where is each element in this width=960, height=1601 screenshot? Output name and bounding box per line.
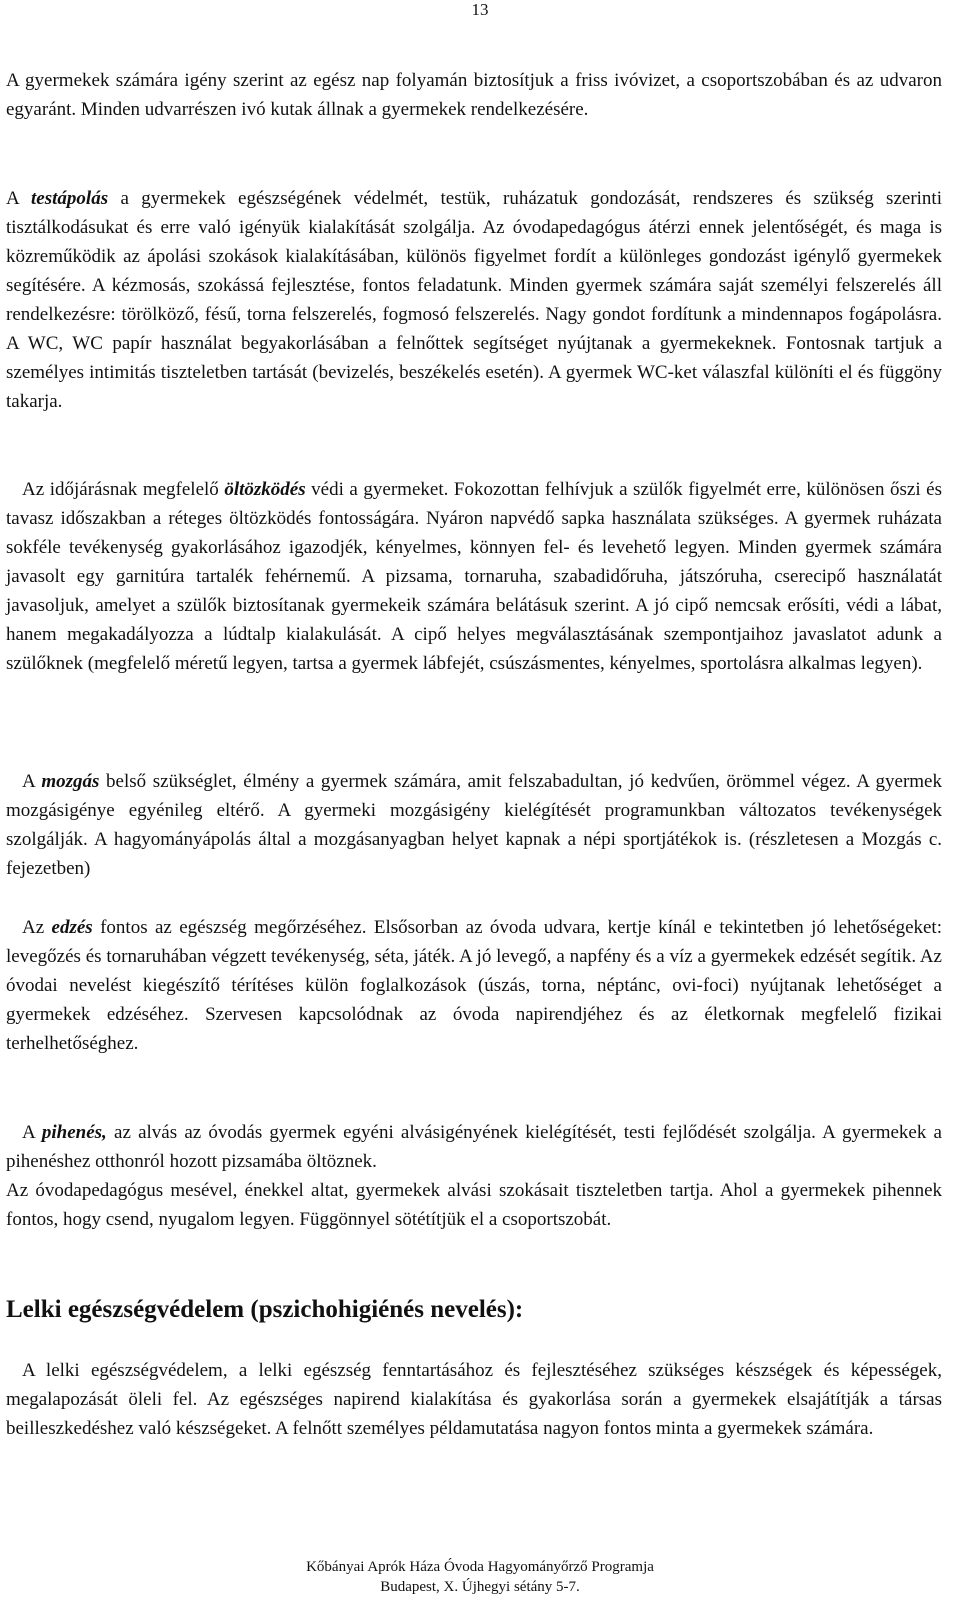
key-term: edzés	[51, 917, 93, 938]
key-term: mozgás	[41, 771, 100, 792]
section-heading: Lelki egészségvédelem (pszichohigiénés nevelés):	[6, 1296, 524, 1323]
key-term: testápolás	[31, 188, 109, 209]
key-term: öltözködés	[224, 479, 306, 500]
paragraph-rest-continued	[6, 1176, 942, 1234]
key-term: pihenés,	[41, 1122, 107, 1143]
paragraph-text: A lelki egészségvédelem, a lelki egészség fenntartásához és fejlesztéséhez szükséges készségek és képességek, megalapozását öleli fel. Az egészséges napirend kialakítása és gyakorlása során a gyermekek elsajátítják a társas beilleszkedéshez való készségeket. A felnőtt személyes példamutatása nagyon fontos minta a gyermekek számára.	[6, 1360, 942, 1439]
paragraph-text: Az óvodapedagógus mesével, énekkel altat, gyermekek alvási szokásait tiszteletben tartja. Ahol a gyermekek pihennek fontos, hogy csend, nyugalom legyen. Függönnyel sötétítjük el a csoportszobát.	[6, 1180, 942, 1230]
footer-address: Budapest, X. Újhegyi sétány 5-7.	[380, 1579, 580, 1595]
paragraph-lead: A	[22, 1122, 42, 1143]
paragraph-text: belső szükséglet, élmény a gyermek számára, amit felszabadultan, jó kedvűen, örömmel végez. A gyermek mozgásigénye egyénileg eltérő. A gyermeki mozgásigény kielégítését programunkban változatos tevékenységek szolgálják. A hagyományápolás által a mozgásanyagban helyet kapnak a népi sportjátékok is. (részletesen a Mozgás c. fejezetben)	[6, 771, 942, 879]
footer-program-title: Kőbányai Aprók Háza Óvoda Hagyományőrző Programja	[306, 1559, 654, 1575]
paragraph-hygiene	[6, 184, 942, 416]
paragraph-text: védi a gyermeket. Fokozottan felhívjuk a szülők figyelmét erre, különösen őszi és tavasz időszakban a réteges öltözködés fontosságára. Nyáron napvédő sapka használata szükséges. A gyermek ruházata sokféle tevékenység gyakorlásához igazodjék, kényelmes, könnyen fel- és levehető legyen. Minden gyermek számára javasolt egy garnitúra tartalék fehérnemű. A pizsama, tornaruha, szabadidőruha, játszóruha, cserecipő használatát javasoljuk, amelyet a szülők biztosítanak gyermekeik számára belátásuk szerint. A jó cipő nemcsak erősíti, védi a lábat, hanem megakadályozza a lúdtalp kialakulását. A cipő helyes megválasztásának szempontjaihoz javaslatot adunk a szülőknek (megfelelő méretű legyen, tartsa a gyermek lábfejét, csúszásmentes, kényelmes, sportolásra alkalmas legyen).	[6, 479, 942, 674]
page-number: 13	[471, 0, 489, 19]
page-footer	[0, 1557, 960, 1597]
paragraph-mental-health	[6, 1356, 942, 1443]
paragraph-text: az alvás az óvodás gyermek egyéni alvásigényének kielégítését, testi fejlődését szolgálja. A gyermekek a pihenéshez otthonról hozott pizsamába öltöznek.	[6, 1122, 942, 1172]
paragraph-drinking-water	[6, 66, 942, 124]
paragraph-text: A gyermekek számára igény szerint az egész nap folyamán biztosítjuk a friss ivóvizet, a csoportszobában és az udvaron egyaránt. Minden udvarrészen ivó kutak állnak a gyermekek rendelkezésére.	[6, 70, 942, 120]
paragraph-text: fontos az egészség megőrzéséhez. Elsősorban az óvoda udvara, kertje kínál e tekintetben jó lehetőségeket: levegőzés és tornaruhában végzett tevékenység, séta, játék. A jó levegő, a napfény és a víz a gyermekek edzését segítik. Az óvodai nevelést kiegészítő térítéses külön foglalkozások (úszás, torna, néptánc, ovi-foci) nyújtanak lehetőséget a gyermekek edzéséhez. Szervesen kapcsolódnak az óvoda napirendjéhez és az életkornak megfelelő fizikai terhelhetőséghez.	[6, 917, 942, 1054]
paragraph-text: a gyermekek egészségének védelmét, testük, ruházatuk gondozását, rendszeres és szükség szerinti tisztálkodásukat és erre való igényük kialakítását szolgálja. Az óvodapedagógus átérzi ennek jelentőségét, és maga is közreműködik az ápolási szokások kialakításában, különös figyelmet fordít a különleges gondozást igénylő gyermekek segítésére. A kézmosás, szokássá fejlesztése, fontos feladatunk. Minden gyermek számára saját személyi felszerelés áll rendelkezésre: törölköző, fésű, torna felszerelés, fogmosó felszerelés. Nagy gondot fordítunk a mindennapos fogápolásra. A WC, WC papír használat begyakorlásában a felnőttek segítséget nyújtanak a gyermekeknek. Fontosnak tartjuk a személyes intimitás tiszteletben tartását (bevizelés, beszékelés esetén). A gyermek WC-ket válaszfal különíti el és függöny takarja.	[6, 188, 942, 412]
paragraph-lead: A	[6, 188, 32, 209]
paragraph-clothing	[6, 475, 942, 678]
paragraph-lead: Az	[22, 917, 52, 938]
paragraph-rest	[6, 1118, 942, 1176]
paragraph-lead: A	[22, 771, 42, 792]
paragraph-hardening	[6, 913, 942, 1058]
paragraph-lead: Az időjárásnak megfelelő	[22, 479, 225, 500]
paragraph-movement	[6, 767, 942, 883]
